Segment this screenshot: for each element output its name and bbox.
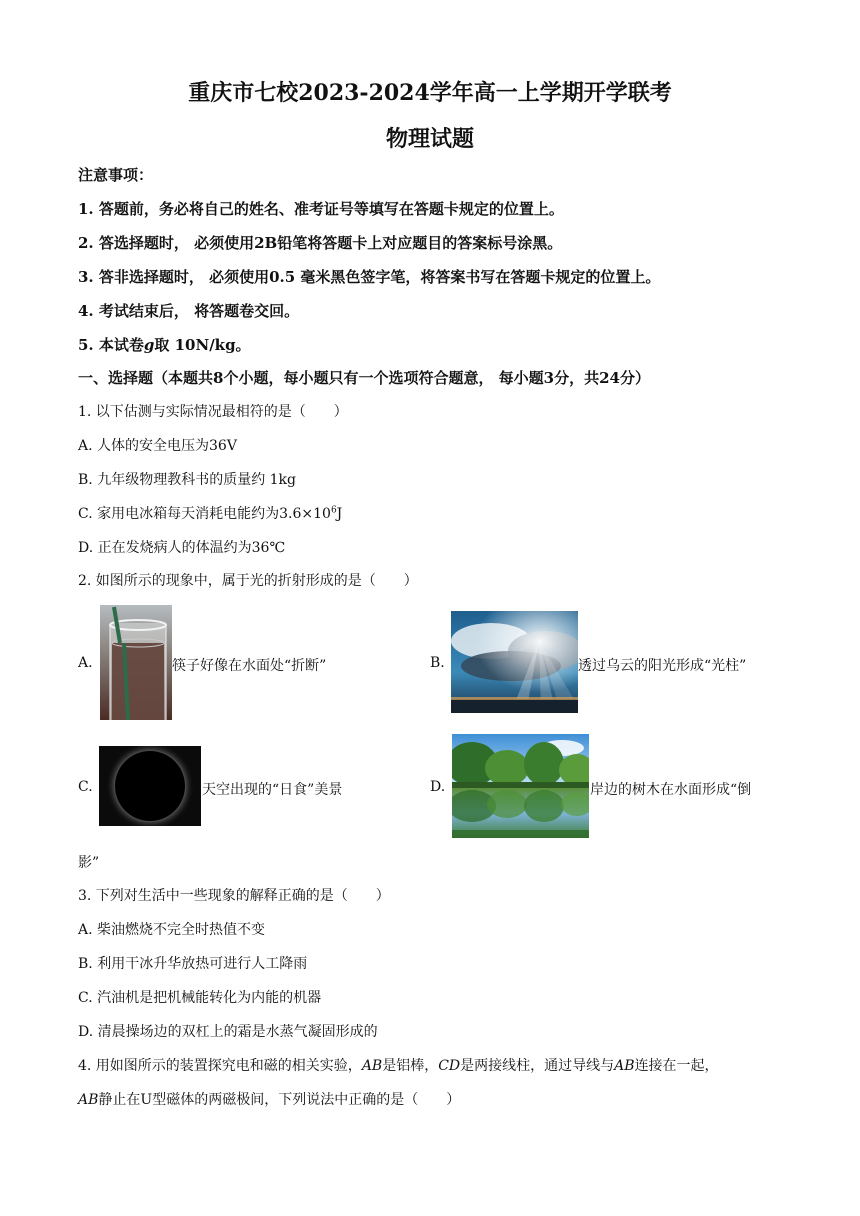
q3-option-b: B. 利用干冰升华放热可进行人工降雨 xyxy=(78,956,308,972)
q2-option-b-text: 透过乌云的阳光形成“光柱” xyxy=(578,658,747,674)
q1-stem: 1. 以下估测与实际情况最相符的是（ ） xyxy=(78,404,348,420)
chopsticks-in-glass-image xyxy=(100,605,172,720)
q4-var-cd: CD xyxy=(438,1058,461,1074)
q4-var-ab: AB xyxy=(78,1092,99,1108)
q1-option-c xyxy=(78,503,342,523)
q4-var-ab: AB xyxy=(361,1058,383,1074)
sun-rays-clouds-image xyxy=(451,611,578,713)
q2-option-a-text: 筷子好像在水面处“折断” xyxy=(172,658,327,674)
q4-text-5: 静止在U型磁体的两磁极间，下列说法中正确的是（ ） xyxy=(98,1092,461,1108)
q3-stem: 3. 下列对生活中一些现象的解释正确的是（ ） xyxy=(78,888,390,904)
q2-stem: 2. 如图所示的现象中，属于光的折射形成的是（ ） xyxy=(78,573,418,589)
q1-option-c-text: C. 家用电冰箱每天消耗电能约为3.6×10 xyxy=(78,506,331,522)
q2-option-c-letter: C. xyxy=(78,779,93,795)
notice-item-2: 2. 答选择题时， 必须使用2B铅笔将答题卡上对应题目的答案标号涂黑。 xyxy=(78,234,563,252)
q3-option-d: D. 清晨操场边的双杠上的霜是水蒸气凝固形成的 xyxy=(78,1024,378,1040)
exam-subtitle: 物理试题 xyxy=(385,126,474,152)
q4-text-1: 4. 用如图所示的装置探究电和磁的相关实验， xyxy=(78,1058,362,1074)
exam-title: 重庆市七校2023-2024学年高一上学期开学联考 xyxy=(188,80,672,106)
tree-reflection-image xyxy=(452,734,589,838)
q1-option-a: A. 人体的安全电压为36V xyxy=(78,438,237,454)
notice-item-3: 3. 答非选择题时， 必须使用0.5 毫米黑色签字笔，将答案书写在答题卡规定的位置上。 xyxy=(78,268,661,286)
q3-option-c: C. 汽油机是把机械能转化为内能的机器 xyxy=(78,990,322,1006)
notice-item-5-suffix: 取 10N/kg。 xyxy=(154,336,251,354)
solar-eclipse-image xyxy=(99,746,201,826)
q2-option-c-text: 天空出现的“日食”美景 xyxy=(202,782,343,798)
notice-item-5-var: g xyxy=(143,336,155,354)
q2-option-a-letter: A. xyxy=(78,655,93,671)
q4-var-ab: AB xyxy=(614,1058,635,1074)
notice-item-5 xyxy=(78,334,251,355)
q2-option-d-text-cont: 影” xyxy=(78,855,100,871)
q4-text-4: 连接在一起， xyxy=(634,1058,719,1074)
notice-heading: 注意事项： xyxy=(78,166,154,184)
q2-option-d-letter: D. xyxy=(430,779,446,795)
q4-text-2: 是铝棒， xyxy=(382,1058,439,1074)
q1-option-c-exponent: 6 xyxy=(330,505,337,516)
notice-item-4: 4. 考试结束后， 将答题卷交回。 xyxy=(78,302,300,320)
q4-stem-line-1 xyxy=(78,1055,719,1075)
notice-item-1: 1. 答题前，务必将自己的姓名、准考证号等填写在答题卡规定的位置上。 xyxy=(78,200,564,218)
q4-stem-line-2 xyxy=(78,1089,460,1109)
q1-option-c-unit: J xyxy=(336,506,343,522)
q2-option-b-letter: B. xyxy=(430,655,445,671)
q4-text-3: 是两接线柱，通过导线与 xyxy=(460,1058,615,1074)
q1-option-b: B. 九年级物理教科书的质量约 1kg xyxy=(78,472,296,488)
notice-item-5-prefix: 5. 本试卷 xyxy=(78,336,144,354)
q1-option-d: D. 正在发烧病人的体温约为36℃ xyxy=(78,540,286,556)
q3-option-a: A. 柴油燃烧不完全时热值不变 xyxy=(78,922,266,938)
section-1-heading: 一、选择题（本题共8个小题，每小题只有一个选项符合题意， 每小题3分，共24分） xyxy=(78,369,650,387)
q2-option-d-text: 岸边的树木在水面形成“倒 xyxy=(590,782,752,798)
